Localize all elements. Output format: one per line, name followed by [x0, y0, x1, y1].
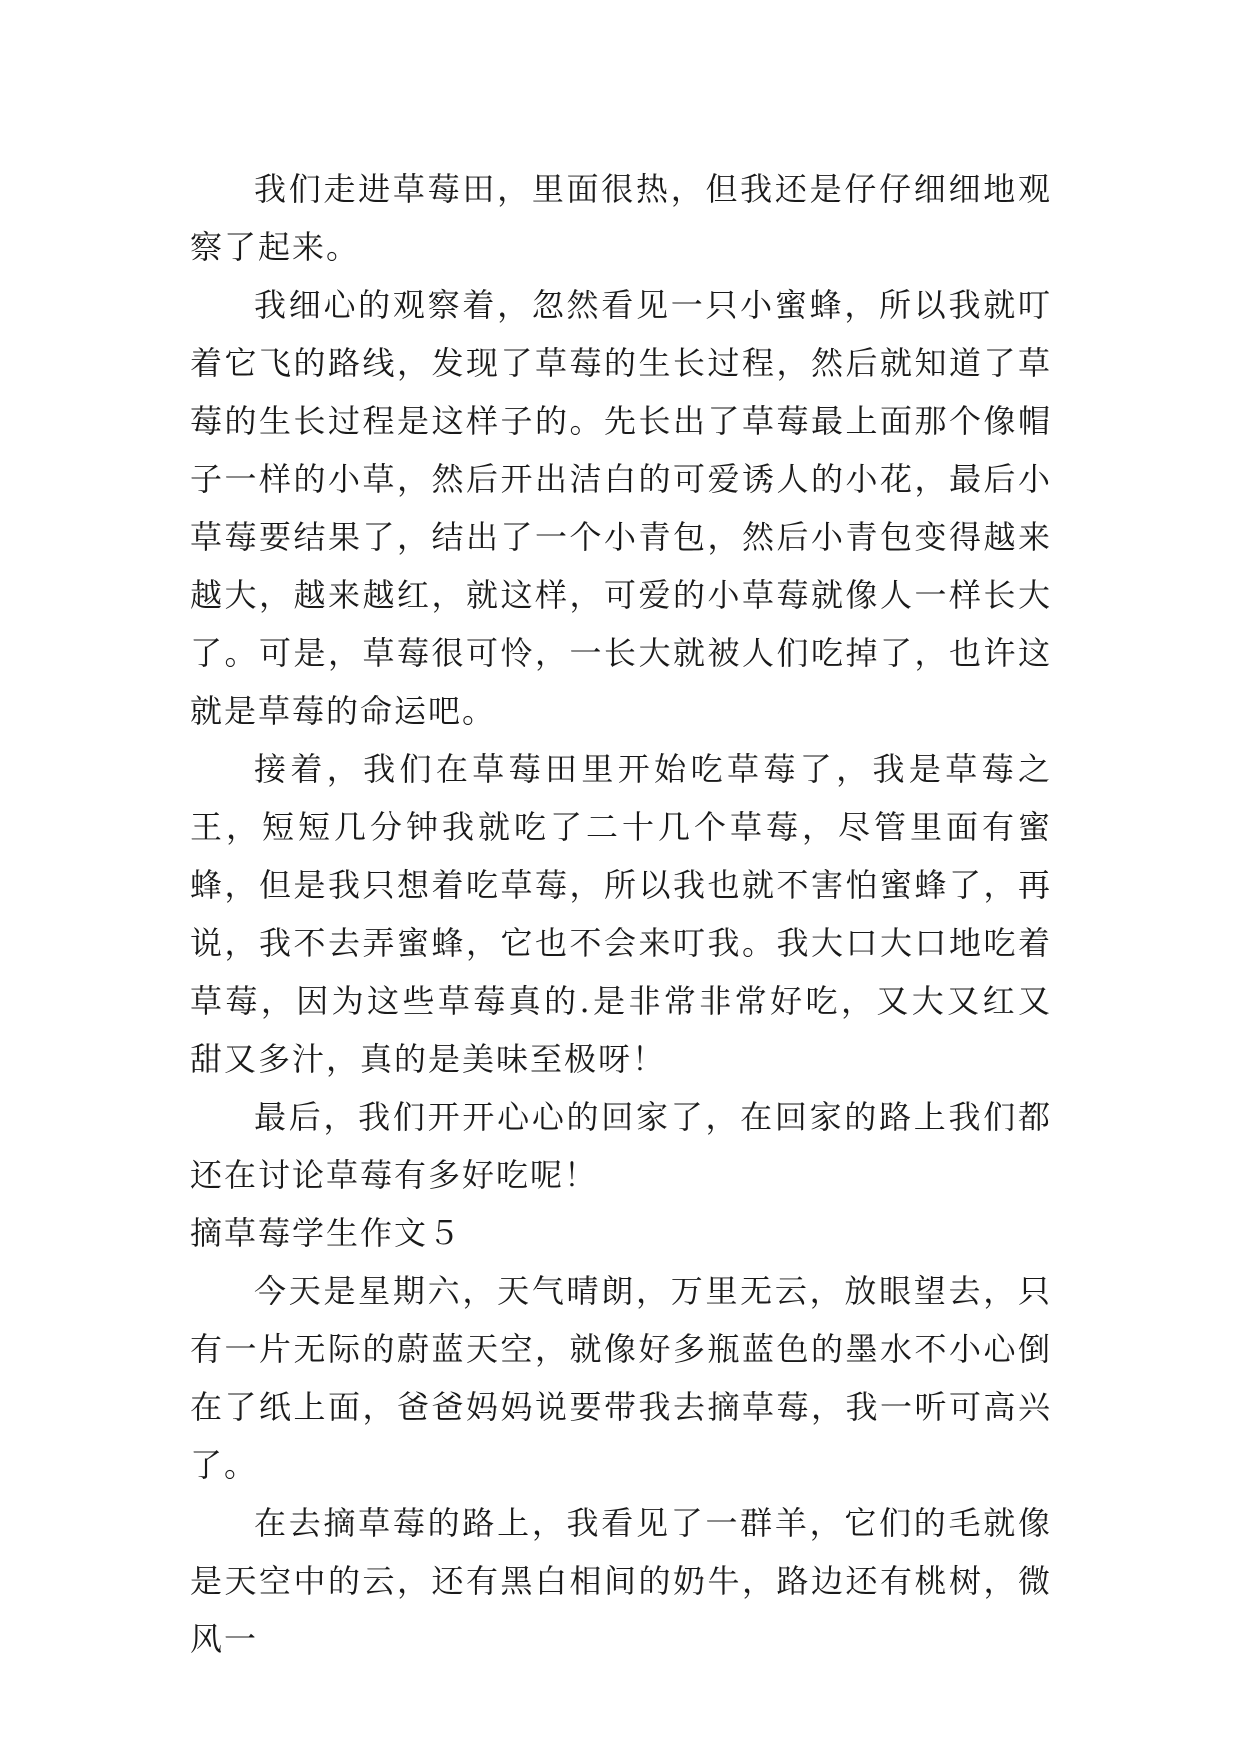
paragraph-eating-strawberries: 接着，我们在草莓田里开始吃草莓了，我是草莓之王，短短几分钟我就吃了二十几个草莓，尽管里面有蜜蜂，但是我只想着吃草莓，所以我也就不害怕蜜蜂了，再说，我不去弄蜜蜂，它也不会来叮我。我大口大口地吃着草莓，因为这些草莓真的.是非常非常好吃，又大又红又甜又多汁，真的是美味至极呀！ — [190, 750, 1052, 1078]
paragraph-going-home: 最后，我们开开心心的回家了，在回家的路上我们都还在讨论草莓有多好吃呢！ — [190, 1098, 1052, 1194]
paragraph-on-the-road: 在去摘草莓的路上，我看见了一群羊，它们的毛就像是天空中的云，还有黑白相间的奶牛，路边还有桃树，微风一 — [190, 1504, 1052, 1658]
document-body — [190, 160, 1052, 1668]
paragraph-saturday: 今天是星期六，天气晴朗，万里无云，放眼望去，只有一片无际的蔚蓝天空，就像好多瓶蓝色的墨水不小心倒在了纸上面，爸爸妈妈说要带我去摘草莓，我一听可高兴了。 — [190, 1272, 1052, 1484]
paragraph-strawberry-field: 我们走进草莓田，里面很热，但我还是仔仔细细地观察了起来。 — [190, 170, 1052, 266]
essay-heading: 摘草莓学生作文５ — [190, 1214, 463, 1252]
paragraph-growth-process: 我细心的观察着，忽然看见一只小蜜蜂，所以我就叮着它飞的路线，发现了草莓的生长过程，然后就知道了草莓的生长过程是这样子的。先长出了草莓最上面那个像帽子一样的小草，然后开出洁白的可爱诱人的小花，最后小草莓要结果了，结出了一个小青包，然后小青包变得越来越大，越来越红，就这样，可爱的小草莓就像人一样长大了。可是，草莓很可怜，一长大就被人们吃掉了，也许这就是草莓的命运吧。 — [190, 286, 1052, 730]
